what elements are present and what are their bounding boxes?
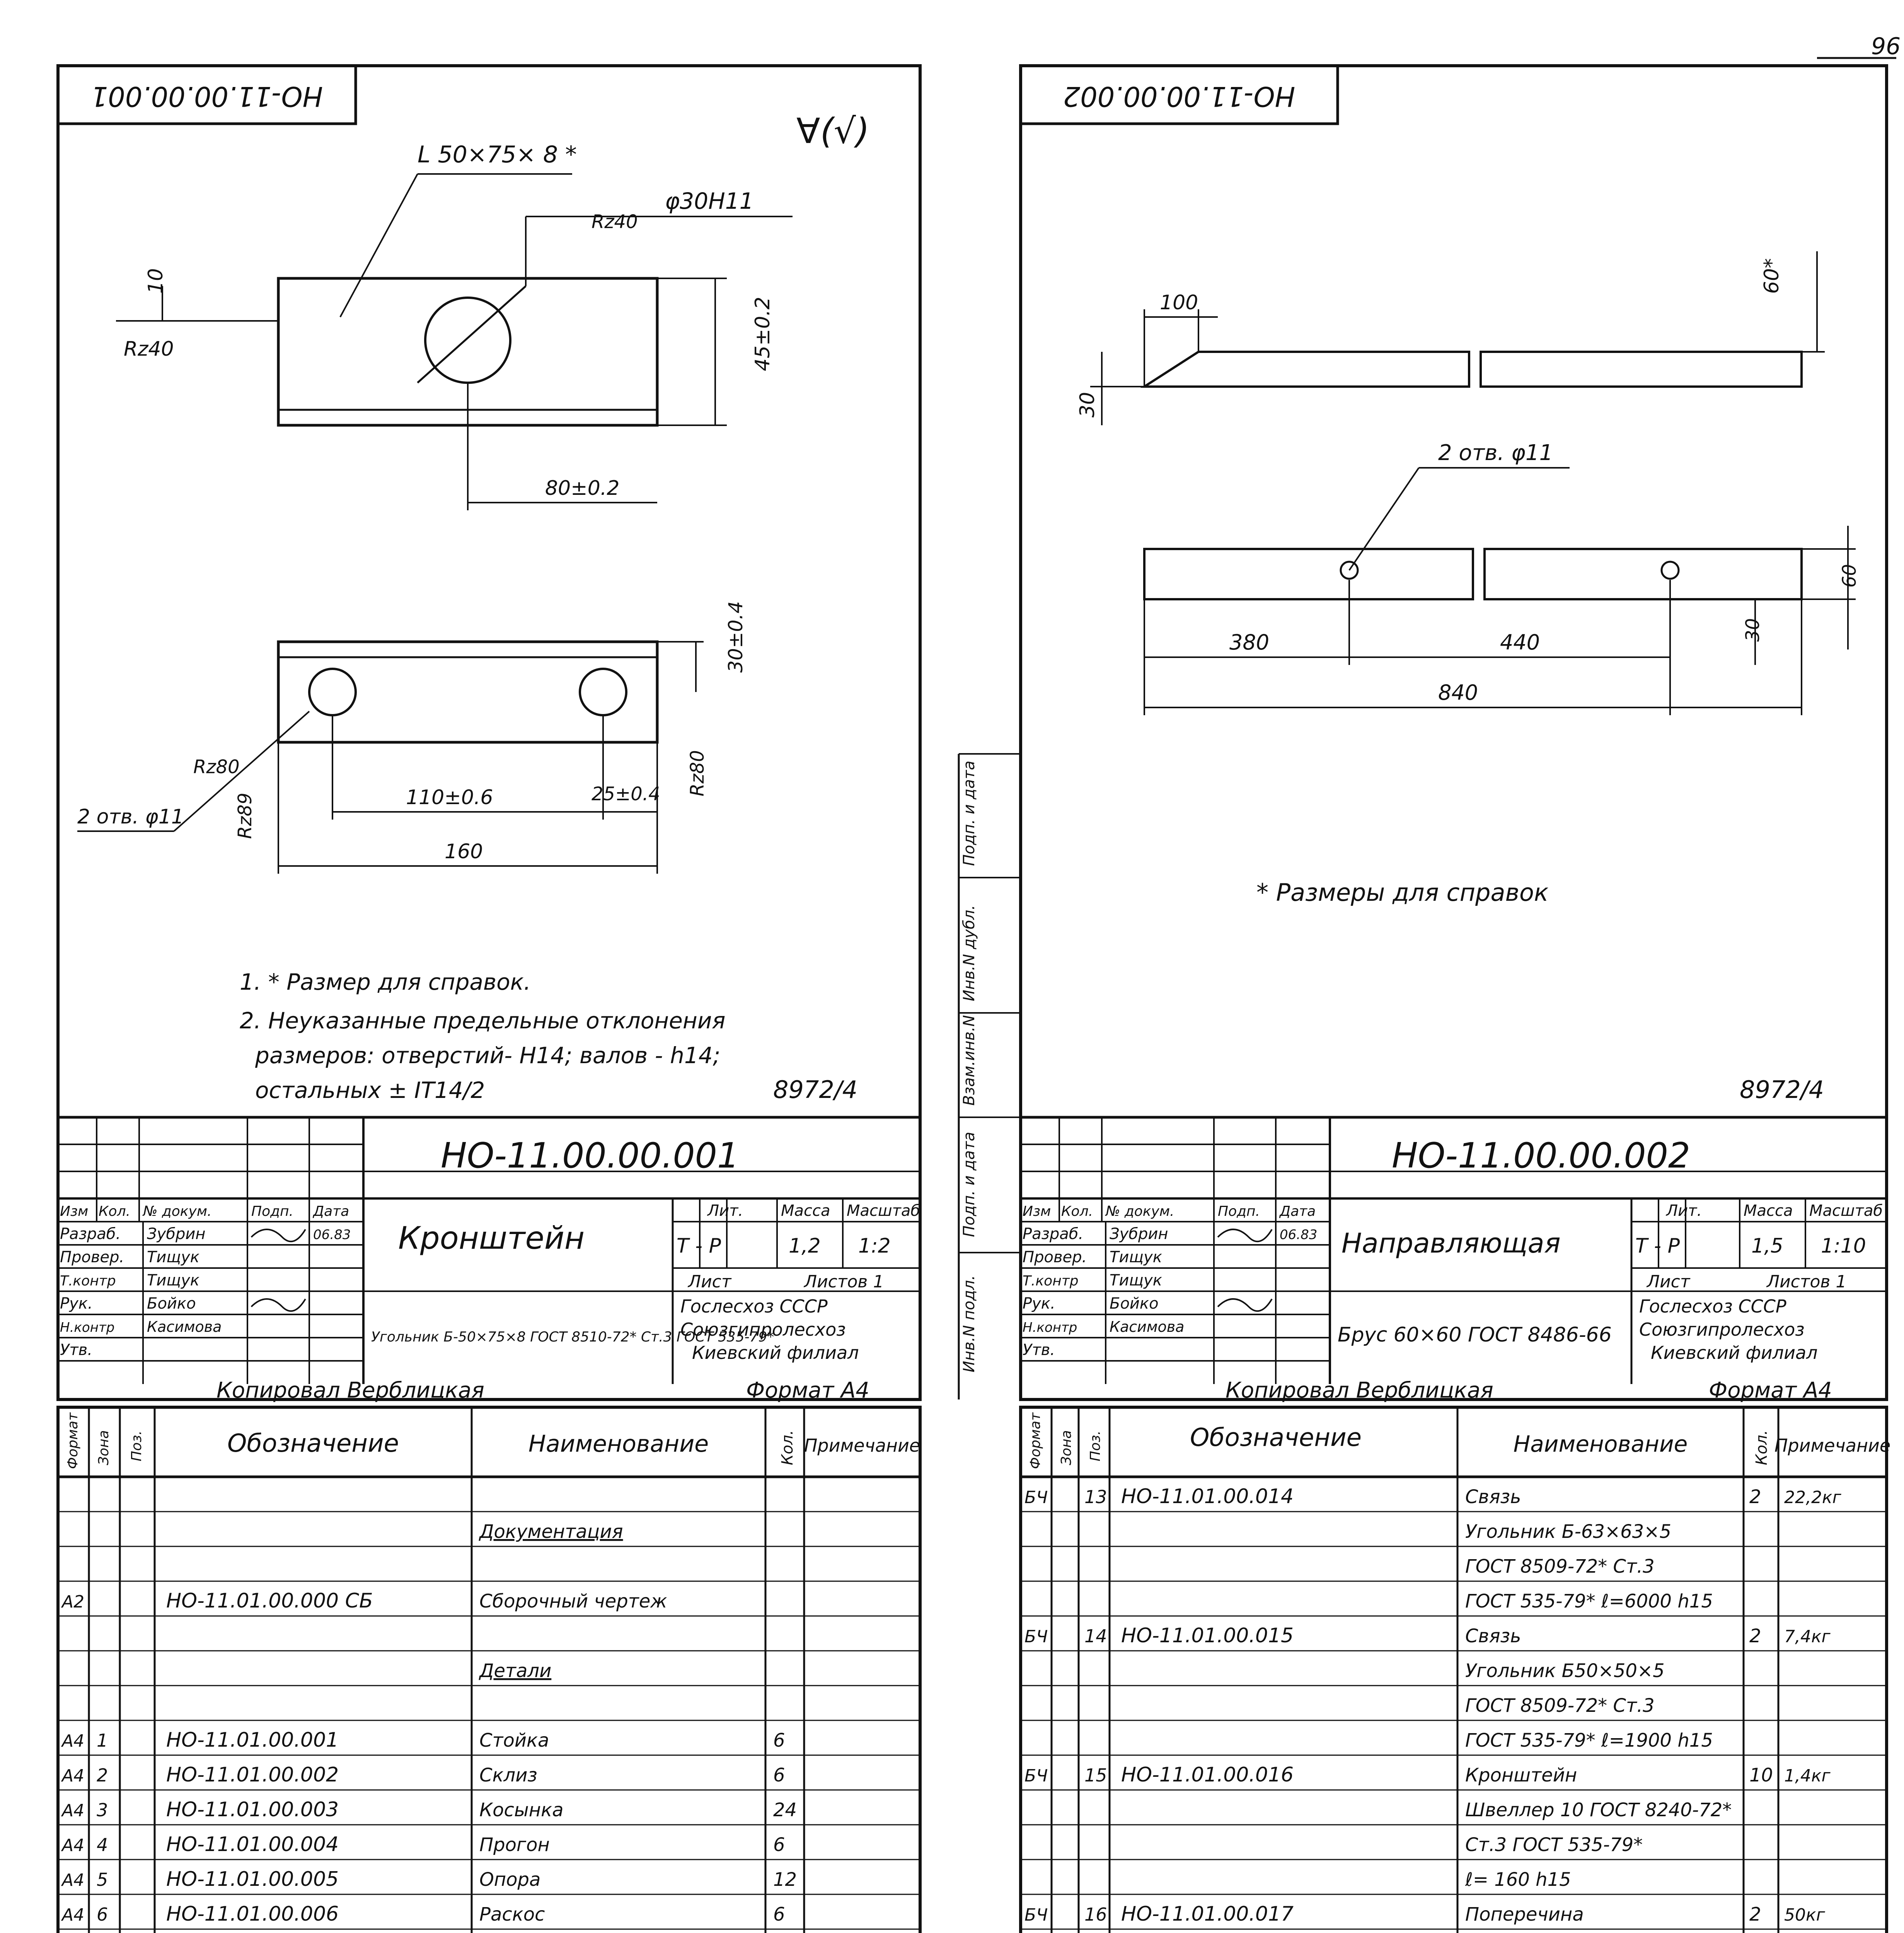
s4-h-pos: Поз. [1088,1430,1103,1461]
dim-45: 45±0.2 [751,297,774,371]
name-cell: ℓ= 160 h15 [1465,1869,1571,1890]
n5: Касимова [147,1318,222,1335]
pos-cell: 3 [97,1800,108,1820]
s2-h-izm: Изм [1023,1203,1051,1219]
pos-cell: 14 [1084,1626,1107,1647]
sheet1-lit-hdr: Лит. [707,1202,743,1220]
rz80-right: Rz80 [687,750,708,796]
s2-r3: Т.контр [1023,1273,1079,1289]
name-cell: Склиз [479,1764,537,1786]
sheet2-side-1: Подп. и дата [960,1132,978,1237]
sheet-3-spec-frame [58,1407,941,1933]
designation-cell: НО-11.01.00.015 [1121,1624,1294,1647]
qty-cell: 12 [773,1869,797,1890]
sheet1-footer-left: Копировал Верблицкая [216,1378,484,1403]
dim-10: 10 [144,268,167,294]
sheet2-sheets: Листов 1 [1767,1272,1847,1292]
sheet1-tb-code: НО-11.00.00.001 [441,1135,740,1176]
s4-h-name: Наименование [1513,1431,1688,1457]
format-cell: БЧ [1024,1488,1048,1507]
s2-n2: Тищук [1110,1248,1162,1266]
pos-cell: 16 [1084,1904,1107,1925]
s4-h-format: Формат [1028,1412,1043,1469]
designation-cell: НО-11.01.00.017 [1121,1902,1294,1926]
designation-cell: НО-11.01.00.004 [166,1833,339,1856]
rz40-left: Rz40 [124,338,174,361]
sheet1-lit: Т - Р [677,1234,721,1258]
s2-r5: Н.контр [1023,1320,1077,1335]
qty-cell: 24 [773,1799,797,1821]
sheet2-dim-840: 840 [1438,680,1478,705]
sheet2-side-2: Взам.инв.N [960,1015,978,1106]
s3-h-desig: Обозначение [227,1429,399,1458]
h-date: Дата [313,1203,349,1219]
designation-cell: НО-11.01.00.000 СБ [166,1589,373,1613]
sheet3-spec-rows [58,1512,920,1933]
sheet4-spec-rows [1021,1485,1887,1933]
name-cell: Опора [479,1869,541,1890]
sheet1-org3: Киевский филиал [692,1342,859,1363]
profile-callout: L 50×75× 8 * [418,141,577,168]
format-cell: А4 [62,1766,85,1786]
note-4: остальных ± IT14/2 [255,1077,485,1103]
sheet1-org1: Гослесхоз СССР [680,1296,828,1317]
pos-cell: 15 [1084,1765,1107,1786]
h-doc: № докум. [143,1203,212,1219]
format-cell: А4 [62,1905,85,1925]
name-cell: Связь [1465,1625,1521,1647]
s3-h-qty: Кол. [779,1430,796,1465]
h-izm: Изм [60,1203,89,1219]
s2-h-sign: Подп. [1218,1203,1260,1219]
sheet2-dim-30: 30 [1076,392,1099,418]
sheet2-dim-60b: 60 [1839,564,1860,588]
format-cell: БЧ [1024,1905,1048,1925]
name-cell: Сборочный чертеж [479,1590,667,1612]
note-cell: 50кг [1784,1905,1825,1925]
sheet1-org2: Союзгипролесхоз [680,1319,846,1340]
sheet1-scale: 1:2 [858,1234,891,1258]
sheet1-top-code: НО-11.00.00.001 [90,80,323,112]
qty-cell: 2 [1749,1486,1761,1508]
format-cell: А4 [62,1731,85,1751]
name-cell: Косынка [479,1799,564,1821]
sheet2-side-3: Инв.N дубл. [960,905,978,1001]
note-cell: 1,4кг [1784,1766,1831,1786]
qty-cell: 2 [1749,1625,1761,1647]
name-cell: Стойка [479,1730,549,1751]
sheet1-material: Угольник Б-50×75×8 ГОСТ 8510-72* Ст.3 ГОСТ 535-79* [371,1329,774,1345]
sheet1-sheet: Лист [688,1272,731,1292]
sheet1-footer-right: Формат А4 [746,1378,869,1403]
n1: Зубрин [147,1225,206,1243]
sheet1-mass-hdr: Масса [781,1202,830,1220]
sheet2-footer-right: Формат А4 [1709,1378,1832,1403]
rz80-left: Rz80 [193,756,240,778]
dim-110: 110±0.6 [406,786,493,809]
sheet2-dim-30b: 30 [1742,618,1764,642]
sheet2-side-4: Подп. и дата [960,760,978,866]
name-cell: ГОСТ 8509-72* Ст.3 [1465,1695,1655,1717]
n4: Бойко [147,1295,196,1313]
pos-cell: 4 [97,1834,108,1855]
note-2: 2. Неуказанные предельные отклонения [240,1007,726,1034]
n2: Тищук [147,1248,199,1266]
signature-4 [1218,1299,1272,1311]
designation-cell: НО-11.01.00.003 [166,1798,339,1821]
dim-160: 160 [445,840,483,863]
s2-n1: Зубрин [1110,1225,1168,1243]
r6: Утв. [60,1341,92,1359]
sheet2-dim-60: 60* [1760,258,1783,294]
sheet1-title-block [58,1117,920,1384]
format-cell: А2 [62,1592,85,1612]
s2-dt1: 06.83 [1280,1227,1318,1243]
s4-h-zone: Зона [1059,1430,1074,1465]
s4-h-desig: Обозначение [1190,1423,1362,1452]
format-cell: БЧ [1024,1766,1048,1786]
sheet2-tb-code: НО-11.00.00.002 [1392,1135,1691,1176]
h-kol: Кол. [99,1203,131,1219]
name-cell: Связь [1465,1486,1521,1508]
sheet-4-spec-frame [959,1407,1892,1933]
pos-cell: 1 [97,1730,108,1751]
sheet2-mass-hdr: Масса [1744,1202,1793,1220]
s4-h-qty: Кол. [1753,1430,1771,1465]
designation-cell: НО-11.01.00.006 [166,1902,339,1926]
dim-30: 30±0.4 [724,601,747,673]
r3: Т.контр [60,1273,116,1289]
qty-cell: 10 [1749,1764,1773,1786]
qty-cell: 6 [773,1904,785,1925]
note-3: размеров: отверстий- Н14; валов - h14; [255,1042,721,1069]
page-number: 96 [1871,33,1901,60]
dim-80: 80±0.2 [545,477,620,500]
n3: Тищук [147,1272,199,1289]
name-cell: Поперечина [1465,1904,1584,1925]
r2: Провер. [60,1248,124,1266]
sheet1-sheets: Листов 1 [804,1272,884,1292]
r4: Рук. [60,1295,93,1313]
sheet2-lit: Т - Р [1635,1234,1680,1258]
sheet1-number: 8972/4 [773,1076,858,1104]
dt1: 06.83 [313,1227,351,1243]
name-cell: Ст.3 ГОСТ 535-79* [1465,1834,1643,1856]
s3-h-pos: Поз. [129,1430,145,1461]
sheet2-number: 8972/4 [1740,1076,1824,1104]
name-cell: ГОСТ 8509-72* Ст.3 [1465,1556,1655,1577]
sheet2-top-code: НО-11.00.00.002 [1063,80,1295,112]
r5: Н.контр [60,1320,115,1335]
sheet2-side-0: Инв.N подл. [960,1275,978,1372]
pos-cell: 5 [97,1869,108,1890]
sheet2-scale-hdr: Масштаб [1809,1202,1883,1220]
sheet2-org3: Киевский филиал [1651,1342,1818,1363]
designation-cell: НО-11.01.00.016 [1121,1763,1294,1786]
name-cell: Прогон [479,1834,550,1856]
sheet1-tb-name: Кронштейн [398,1220,585,1256]
sheet2-tb-name: Направляющая [1341,1227,1561,1259]
s2-h-date: Дата [1280,1203,1316,1219]
qty-cell: 6 [773,1730,785,1751]
qty-cell: 6 [773,1834,785,1856]
pos-cell: 6 [97,1904,108,1925]
signature-3 [1218,1229,1272,1241]
s2-r6: Утв. [1023,1341,1055,1359]
name-cell: Детали [479,1660,552,1682]
r1: Разраб. [60,1225,121,1243]
sheet2-footer-left: Копировал Верблицкая [1226,1378,1493,1403]
pos-cell: 13 [1084,1486,1107,1507]
sheet-2-guide [959,66,1887,1403]
sheet2-org1: Гослесхоз СССР [1639,1296,1786,1317]
signature-1 [251,1229,305,1241]
name-cell: Раскос [479,1904,545,1925]
name-cell: ГОСТ 535-79* ℓ=1900 h15 [1465,1730,1713,1751]
format-cell: А4 [62,1801,85,1820]
name-cell: Документация [479,1521,623,1543]
signature-2 [251,1299,305,1311]
designation-cell: НО-11.01.00.014 [1121,1485,1294,1508]
sheet2-holes-callout: 2 отв. φ11 [1438,440,1553,465]
rz40-top: Rz40 [591,211,638,233]
designation-cell: НО-11.01.00.002 [166,1763,339,1786]
pos-cell: 2 [97,1765,108,1786]
sheet2-dim-380: 380 [1229,630,1270,655]
s2-n4: Бойко [1110,1295,1159,1313]
qty-cell: 2 [1749,1904,1761,1925]
note-cell: 7,4кг [1784,1627,1831,1647]
qty-cell: 6 [773,1764,785,1786]
hole-callout: φ30Н11 [665,188,754,214]
name-cell: Угольник Б50×50×5 [1465,1660,1665,1682]
s3-h-name: Наименование [528,1430,709,1457]
sheet2-lit-hdr: Лит. [1666,1202,1702,1220]
name-cell: Кронштейн [1465,1764,1577,1786]
s2-h-kol: Кол. [1061,1203,1093,1219]
sheet2-mass: 1,5 [1751,1234,1783,1258]
roughness-symbol: ∀(√) [796,111,870,152]
rz89: Rz89 [234,793,256,839]
note-1: 1. * Размер для справок. [240,969,531,995]
sheet2-title-block [1021,1117,1887,1384]
name-cell: Угольник Б-63×63×5 [1465,1521,1672,1543]
sheet2-material: Брус 60×60 ГОСТ 8486-66 [1338,1323,1612,1347]
name-cell: Швеллер 10 ГОСТ 8240-72* [1465,1799,1732,1821]
s2-n5: Касимова [1110,1318,1185,1335]
sheet2-dim-440: 440 [1500,630,1540,655]
format-cell: БЧ [1024,1627,1048,1647]
designation-cell: НО-11.01.00.001 [166,1728,339,1752]
s3-h-zone: Зона [96,1430,112,1465]
format-cell: А4 [62,1870,85,1890]
s2-n3: Тищук [1110,1272,1162,1289]
sheet1-scale-hdr: Масштаб [847,1202,920,1220]
s4-h-note: Примечание [1774,1435,1891,1456]
s3-h-format: Формат [65,1412,81,1469]
sheet2-scale: 1:10 [1821,1234,1866,1258]
sheet2-org2: Союзгипролесхоз [1639,1319,1805,1340]
s3-h-note: Примечание [804,1435,920,1456]
s2-r2: Провер. [1023,1248,1087,1266]
s2-r1: Разраб. [1023,1225,1084,1243]
sheet2-sheet: Лист [1647,1272,1690,1292]
name-cell: ГОСТ 535-79* ℓ=6000 h15 [1465,1590,1713,1612]
s2-r4: Рук. [1023,1295,1055,1313]
sheet2-dim-100: 100 [1160,291,1198,314]
format-cell: А4 [62,1836,85,1855]
dim-25: 25±0.4 [591,783,660,805]
note-cell: 22,2кг [1784,1488,1841,1507]
sheet2-note: * Размеры для справок [1256,878,1549,907]
s2-h-doc: № докум. [1106,1203,1174,1219]
sheet-1-bracket [58,66,920,1403]
holes-callout-1: 2 отв. φ11 [77,805,184,828]
h-sign: Подп. [251,1203,293,1219]
designation-cell: НО-11.01.00.005 [166,1868,339,1891]
sheet1-mass: 1,2 [789,1234,821,1258]
